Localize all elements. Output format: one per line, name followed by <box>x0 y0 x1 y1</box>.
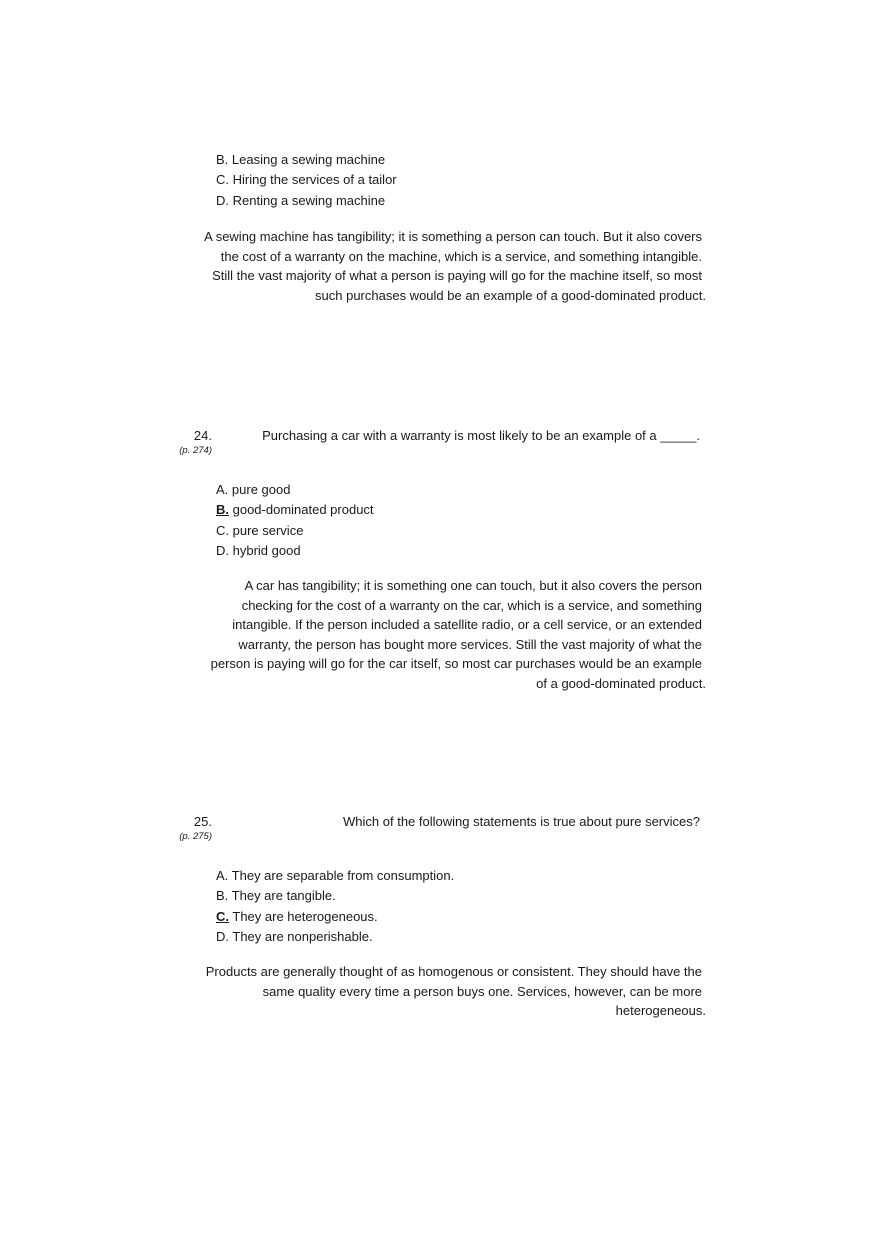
question-text: Which of the following statements is true about pure services? <box>343 814 700 829</box>
explanation-line: A car has tangibility; it is something one can touch, but it also covers the person <box>244 578 702 593</box>
choice-letter: D. <box>216 928 229 944</box>
choice-letter: A. <box>216 482 229 497</box>
choice-text: Hiring the services of a tailor <box>229 172 397 188</box>
explanation-line: warranty, the person has bought more services. Still the vast majority of what the <box>238 636 702 652</box>
choice-letter: B. <box>216 888 229 904</box>
choice-text: They are nonperishable. <box>229 928 373 944</box>
answer-choice-correct <box>216 907 696 927</box>
choice-letter: C. <box>216 522 229 538</box>
page-reference: (p. 274) <box>179 445 212 456</box>
explanation-line: checking for the cost of a warranty on the car, which is a service, and something <box>241 597 702 613</box>
choice-text: good-dominated product <box>229 502 374 518</box>
explanation-line: same quality every time a person buys one. Services, however, can be more <box>262 983 702 999</box>
page-reference: (p. 275) <box>179 831 212 842</box>
choice-text: hybrid good <box>229 542 301 558</box>
choice-letter: C. <box>216 172 229 188</box>
question-text: Purchasing a car with a warranty is most likely to be an example of a _____. <box>262 428 700 443</box>
answer-choice <box>216 927 696 947</box>
choice-text: They are tangible. <box>228 888 336 904</box>
answer-choice-correct <box>216 500 696 520</box>
question-number: 25. <box>193 814 212 829</box>
choice-letter-correct: B. <box>216 502 229 518</box>
choice-text: pure good <box>228 482 291 497</box>
choice-text: They are separable from consumption. <box>228 868 455 883</box>
explanation-line: Still the vast majority of what a person is paying will go for the machine itself, so most <box>212 268 702 284</box>
explanation-line: A sewing machine has tangibility; it is something a person can touch. But it also covers <box>204 229 702 244</box>
q23-choices <box>216 150 696 211</box>
answer-choice <box>216 521 696 541</box>
choice-letter: A. <box>216 868 229 883</box>
answer-choice <box>216 866 696 886</box>
choice-text: Leasing a sewing machine <box>228 152 386 167</box>
q24-explanation <box>211 576 706 694</box>
question-number: 24. <box>193 428 212 443</box>
explanation-line: Products are generally thought of as homogenous or consistent. They should have the <box>205 964 702 979</box>
choice-letter-correct: C. <box>216 908 229 924</box>
explanation-line: heterogeneous. <box>615 1003 706 1019</box>
answer-choice <box>216 191 696 211</box>
choice-text: Renting a sewing machine <box>229 192 386 208</box>
choice-letter: D. <box>216 192 229 208</box>
q25-explanation <box>206 962 706 1021</box>
choice-letter: B. <box>216 152 229 167</box>
explanation-line: of a good-dominated product. <box>536 675 706 691</box>
q24-choices <box>216 480 696 561</box>
explanation-line: the cost of a warranty on the machine, which is a service, and something intangible. <box>220 248 702 264</box>
answer-choice <box>216 150 696 170</box>
choice-text: pure service <box>229 522 304 538</box>
explanation-line: such purchases would be an example of a good-dominated product. <box>315 287 706 303</box>
answer-choice <box>216 170 696 190</box>
explanation-line: person is paying will go for the car itself, so most car purchases would be an example <box>210 656 702 672</box>
explanation-line: intangible. If the person included a satellite radio, or a cell service, or an extended <box>232 617 702 633</box>
answer-choice <box>216 541 696 561</box>
choice-text: They are heterogeneous. <box>229 908 378 924</box>
answer-choice <box>216 480 696 500</box>
answer-choice <box>216 886 696 906</box>
q23-explanation <box>204 227 706 305</box>
q25-choices <box>216 866 696 947</box>
choice-letter: D. <box>216 542 229 558</box>
